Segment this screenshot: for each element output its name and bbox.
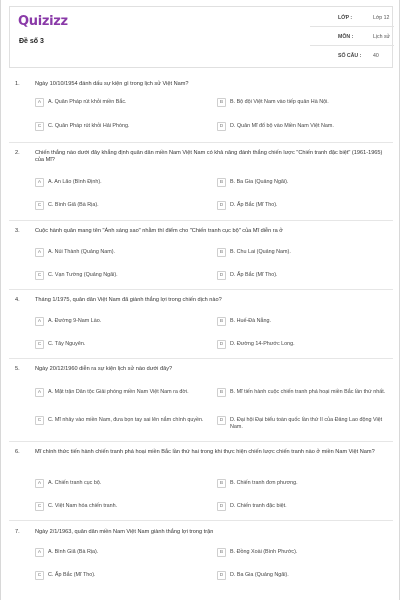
- option-text: A. Quân Pháp rút khỏi miền Bắc.: [48, 99, 127, 105]
- option-letter-box: B: [217, 548, 226, 557]
- option-letter-box: D: [217, 201, 226, 210]
- option-letter-box: C: [35, 122, 44, 131]
- question-3: [11, 228, 391, 284]
- info-value: 40: [373, 53, 379, 59]
- info-row-class: [310, 9, 394, 27]
- info-row-question-count: [310, 47, 394, 65]
- option-letter-box: B: [217, 178, 226, 187]
- option-text: D. Đại hội Đại biểu toàn quốc lần thứ II của Đảng Lao động Việt Nam.: [230, 417, 383, 430]
- question-5: [11, 366, 391, 436]
- option-letter-box: B: [217, 479, 226, 488]
- option-letter-box: C: [35, 502, 44, 511]
- option-letter-box: C: [35, 571, 44, 580]
- option-letter-box: C: [35, 201, 44, 210]
- option-letter-box: D: [217, 340, 226, 349]
- option-letter-box: B: [217, 98, 226, 107]
- option-text: D. Ấp Bắc (Mĩ Tho).: [230, 272, 278, 278]
- option-text: D. Đường 14-Phước Long.: [230, 341, 295, 347]
- option-text: C. Việt Nam hóa chiến tranh.: [48, 503, 118, 509]
- question-number: 6.: [15, 449, 20, 455]
- question-7: [11, 529, 391, 589]
- question-divider: [9, 142, 393, 143]
- question-number: 1.: [15, 81, 20, 87]
- question-text: Chiến thắng nào dưới đây khẳng định quân dân miền Nam Việt Nam có khả năng đánh thắng chiến lược "Chiến tranh đặc biệt" (1961-1965) của Mĩ?: [35, 150, 383, 164]
- info-value: Lịch sử: [373, 34, 391, 40]
- info-value: Lớp 12: [373, 15, 390, 21]
- question-divider: [9, 441, 393, 442]
- option-letter-box: D: [217, 122, 226, 131]
- info-label: LỚP :: [338, 15, 353, 21]
- option-text: D. Quân Mĩ đổ bộ vào Miền Nam Việt Nam.: [230, 123, 334, 129]
- option-text: D. Ba Gia (Quảng Ngãi).: [230, 572, 289, 578]
- question-divider: [9, 520, 393, 521]
- option-text: B. Bộ đội Việt Nam vào tiếp quản Hà Nội.: [230, 99, 329, 105]
- option-letter-box: D: [217, 271, 226, 280]
- option-letter-box: C: [35, 416, 44, 425]
- option-text: B. Chu Lai (Quảng Nam).: [230, 249, 291, 255]
- question-2: [11, 150, 391, 214]
- option-text: A. Núi Thành (Quảng Nam).: [48, 249, 116, 255]
- question-1: [11, 81, 391, 137]
- question-number: 2.: [15, 150, 20, 156]
- question-4: [11, 297, 391, 353]
- question-6: [11, 449, 391, 513]
- option-letter-box: A: [35, 548, 44, 557]
- option-text: B. Mĩ tiến hành cuộc chiến tranh phá hoại miền Bắc lần thứ nhất.: [230, 389, 386, 395]
- option-letter-box: B: [217, 388, 226, 397]
- option-letter-box: B: [217, 248, 226, 257]
- option-text: A. Chiến tranh cục bộ.: [48, 480, 102, 486]
- option-letter-box: C: [35, 340, 44, 349]
- option-text: C. Vạn Tường (Quảng Ngãi).: [48, 272, 118, 278]
- option-letter-box: A: [35, 479, 44, 488]
- option-letter-box: A: [35, 248, 44, 257]
- option-text: C. Tây Nguyên.: [48, 341, 86, 347]
- question-text: Ngày 20/12/1960 diễn ra sự kiện lịch sử nào dưới đây?: [35, 366, 173, 372]
- option-letter-box: B: [217, 317, 226, 326]
- question-number: 5.: [15, 366, 20, 372]
- option-letter-box: A: [35, 178, 44, 187]
- question-number: 3.: [15, 228, 20, 234]
- option-text: C. Quân Pháp rút khỏi Hải Phòng.: [48, 123, 130, 129]
- option-text: B. Huế-Đà Nẵng.: [230, 318, 272, 324]
- option-text: A. An Lão (Bình Định).: [48, 179, 102, 185]
- exam-title: Đề số 3: [19, 38, 44, 45]
- question-number: 4.: [15, 297, 20, 303]
- option-letter-box: A: [35, 388, 44, 397]
- question-divider: [9, 289, 393, 290]
- question-number: 7.: [15, 529, 20, 535]
- option-letter-box: D: [217, 416, 226, 425]
- question-text: Mĩ chính thức tiến hành chiến tranh phá hoại miền Bắc lần thứ hai trong khi thực hiện chiến lược chiến tranh nào ở miền Nam Việt Nam?: [35, 449, 375, 455]
- option-text: D. Chiến tranh đặc biệt.: [230, 503, 287, 509]
- option-letter-box: A: [35, 98, 44, 107]
- option-text: D. Ấp Bắc (Mĩ Tho).: [230, 202, 278, 208]
- option-text: C. Bình Giã (Bà Rịa).: [48, 202, 99, 208]
- info-label: MÔN :: [338, 34, 354, 40]
- option-text: C. Ấp Bắc (Mĩ Tho).: [48, 572, 96, 578]
- option-letter-box: D: [217, 502, 226, 511]
- question-divider: [9, 358, 393, 359]
- option-text: A. Mặt trận Dân tộc Giải phóng miền Nam Việt Nam ra đời.: [48, 389, 189, 395]
- info-row-subject: [310, 28, 394, 46]
- question-text: Cuộc hành quân mang tên "Ánh sáng sao" nhằm thí điểm cho "Chiến tranh cục bộ" của Mĩ diễn ra ở: [35, 228, 283, 234]
- option-text: B. Đồng Xoài (Bình Phước).: [230, 549, 298, 555]
- option-letter-box: D: [217, 571, 226, 580]
- option-letter-box: C: [35, 271, 44, 280]
- option-text: A. Bình Giã (Bà Rịa).: [48, 549, 99, 555]
- question-text: Ngày 2/1/1963, quân dân miền Nam Việt Nam giành thắng lợi trong trận: [35, 529, 214, 535]
- quizizz-logo: Quizizz: [18, 14, 68, 29]
- option-text: B. Ba Gia (Quảng Ngãi).: [230, 179, 289, 185]
- option-text: C. Mĩ nhảy vào miền Nam, đưa bọn tay sai lên nắm chính quyền.: [48, 417, 204, 423]
- info-label: SỐ CÂU :: [338, 53, 362, 59]
- question-divider: [9, 220, 393, 221]
- question-text: Tháng 1/1975, quân dân Việt Nam đã giành thắng lợi trong chiến dịch nào?: [35, 297, 222, 303]
- option-text: A. Đường 9-Nam Lào.: [48, 318, 102, 324]
- option-text: B. Chiến tranh đơn phương.: [230, 480, 298, 486]
- worksheet-header: [9, 6, 393, 68]
- option-letter-box: A: [35, 317, 44, 326]
- question-text: Ngày 10/10/1954 đánh dấu sự kiện gì trong lịch sử Việt Nam?: [35, 81, 189, 87]
